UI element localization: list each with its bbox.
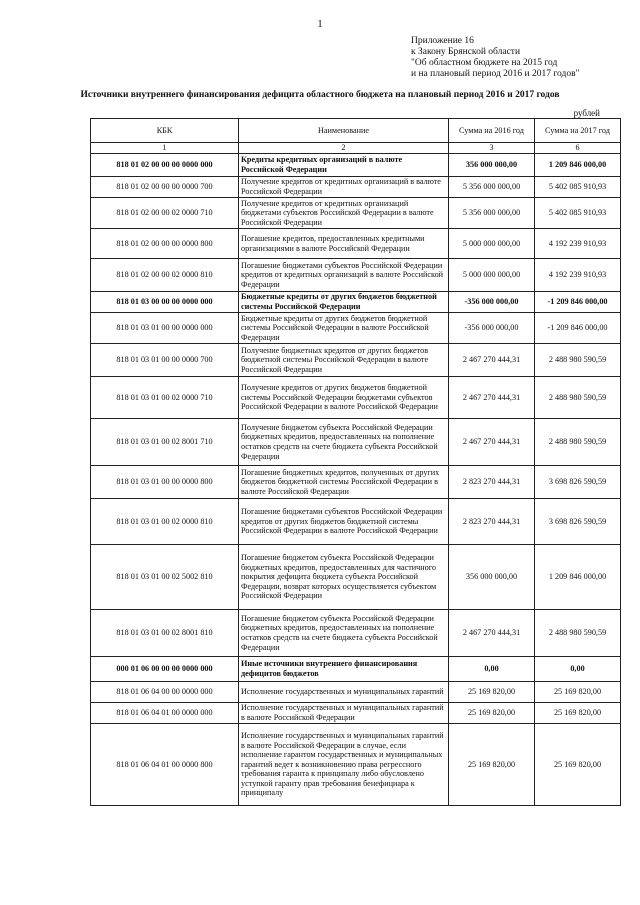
cell-sum-2017: 4 192 239 910,93 [535,229,621,259]
cell-sum-2017: 0,00 [535,657,621,682]
cell-kbk: 818 01 03 01 00 00 0000 700 [91,344,239,377]
cell-sum-2016: 5 000 000 000,00 [449,229,535,259]
col-number: 1 [91,143,239,154]
appendix-line: к Закону Брянской области [411,47,521,57]
cell-sum-2017: 25 169 820,00 [535,703,621,724]
appendix-line: и на плановый период 2016 и 2017 годов" [411,69,580,79]
cell-sum-2017: 3 698 826 590,59 [535,466,621,499]
cell-name: Исполнение государственных и муниципальных гарантий в валюте Российской Федерации [239,703,449,724]
cell-sum-2017: 25 169 820,00 [535,724,621,806]
cell-sum-2017: 2 488 980 590,59 [535,344,621,377]
cell-name: Исполнение государственных и муниципальных гарантий в валюте Российской Федерации в случае, если исполнение гарантом государственных и муниципальных гарантий ведет к возникновению права регрессного требования гаранта к принципалу либо обусловлено уступкой гаранту прав требования бенефициара к принципалу [239,724,449,806]
cell-sum-2016: 356 000 000,00 [449,154,535,177]
cell-sum-2017: 1 209 846 000,00 [535,545,621,610]
cell-name: Погашение бюджетом субъекта Российской Федерации бюджетных кредитов, предоставленных для частичного покрытия дефицита бюджета субъекта Российской Федерации, возврат которых осуществляется субъектом Российской Федерации [239,545,449,610]
cell-sum-2017: 2 488 980 590,59 [535,419,621,466]
cell-name: Исполнение государственных и муниципальных гарантий [239,682,449,703]
table-row [91,344,621,377]
table-row [91,313,621,344]
table-row [91,177,621,198]
units-label: рублей [573,108,600,118]
cell-sum-2017: 2 488 980 590,59 [535,610,621,657]
cell-kbk: 818 01 06 04 01 00 0000 000 [91,703,239,724]
cell-sum-2016: 5 356 000 000,00 [449,177,535,198]
table-row [91,466,621,499]
cell-sum-2016: 5 000 000 000,00 [449,259,535,292]
cell-sum-2016: 25 169 820,00 [449,682,535,703]
cell-kbk: 818 01 03 01 00 02 0000 810 [91,499,239,545]
table-row [91,292,621,313]
cell-kbk: 818 01 06 04 00 00 0000 000 [91,682,239,703]
cell-sum-2017: 5 402 085 910,93 [535,198,621,229]
cell-name: Погашение бюджетами субъектов Российской Федерации кредитов от других бюджетов бюджетной системы Российской Федерации в валюте Российской Федерации [239,499,449,545]
table-row [91,499,621,545]
financing-table [90,118,621,806]
table-row [91,377,621,419]
header-kbk: КБК [91,119,239,143]
cell-sum-2017: -1 209 846 000,00 [535,292,621,313]
col-number: 3 [449,143,535,154]
table-row [91,154,621,177]
table-row [91,657,621,682]
cell-sum-2016: 25 169 820,00 [449,703,535,724]
table-row [91,545,621,610]
cell-sum-2016: 356 000 000,00 [449,545,535,610]
cell-name: Погашение бюджетом субъекта Российской Федерации бюджетных кредитов, предоставленных на пополнение остатков средств на счете бюджета субъекта Российской Федерации [239,610,449,657]
col-number: 2 [239,143,449,154]
cell-sum-2017: -1 209 846 000,00 [535,313,621,344]
cell-kbk: 000 01 06 00 00 00 0000 000 [91,657,239,682]
table-body [91,154,621,806]
appendix-line: Приложение 16 [411,36,474,46]
cell-kbk: 818 01 03 01 00 02 0000 710 [91,377,239,419]
cell-sum-2016: 2 467 270 444,31 [449,610,535,657]
cell-name: Получение бюджетных кредитов от других бюджетов бюджетной системы Российской Федерации в валюте Российской Федерации [239,344,449,377]
table-row [91,610,621,657]
cell-kbk: 818 01 02 00 00 02 0000 810 [91,259,239,292]
cell-sum-2016: 2 823 270 444,31 [449,466,535,499]
header-name: Наименование [239,119,449,143]
cell-sum-2017: 3 698 826 590,59 [535,499,621,545]
document-title: Источники внутреннего финансирования дефицита областного бюджета на плановый период 2016 и 2017 годов [80,90,560,100]
cell-sum-2016: -356 000 000,00 [449,313,535,344]
cell-sum-2016: 0,00 [449,657,535,682]
table-row [91,703,621,724]
table-row [91,419,621,466]
cell-name: Иные источники внутреннего финансирования дефицитов бюджетов [239,657,449,682]
table-row [91,198,621,229]
cell-sum-2017: 1 209 846 000,00 [535,154,621,177]
cell-kbk: 818 01 03 01 00 00 0000 800 [91,466,239,499]
cell-sum-2017: 25 169 820,00 [535,682,621,703]
cell-name: Получение кредитов от кредитных организаций в валюте Российской Федерации [239,177,449,198]
cell-name: Бюджетные кредиты от других бюджетов бюджетной системы Российской Федерации в валюте Российской Федерации [239,313,449,344]
cell-kbk: 818 01 03 01 00 02 8001 710 [91,419,239,466]
table-row [91,724,621,806]
cell-name: Получение бюджетом субъекта Российской Федерации бюджетных кредитов, предоставленных на пополнение остатков средств на счете бюджета субъекта Российской Федерации [239,419,449,466]
cell-kbk: 818 01 03 01 00 02 8001 810 [91,610,239,657]
cell-sum-2016: -356 000 000,00 [449,292,535,313]
table-row [91,682,621,703]
cell-name: Погашение бюджетами субъектов Российской Федерации кредитов от кредитных организаций в валюте Российской Федерации [239,259,449,292]
cell-sum-2017: 5 402 085 910,93 [535,177,621,198]
appendix-line: "Об областном бюджете на 2015 год [411,58,558,68]
cell-kbk: 818 01 02 00 00 00 0000 800 [91,229,239,259]
cell-name: Погашение бюджетных кредитов, полученных от других бюджетов бюджетной системы Российской Федерации в валюте Российской Федерации [239,466,449,499]
cell-sum-2017: 2 488 980 590,59 [535,377,621,419]
cell-sum-2016: 25 169 820,00 [449,724,535,806]
appendix-note [411,36,579,80]
cell-name: Получение кредитов от других бюджетов бюджетной системы Российской Федерации бюджетами субъектов Российской Федерации в валюте Российской Федерации [239,377,449,419]
col-number: 6 [535,143,621,154]
cell-kbk: 818 01 06 04 01 00 0000 800 [91,724,239,806]
header-sum-2017: Сумма на 2017 год [535,119,621,143]
cell-kbk: 818 01 03 01 00 00 0000 000 [91,313,239,344]
table-row [91,229,621,259]
cell-kbk: 818 01 02 00 00 02 0000 710 [91,198,239,229]
cell-name: Получение кредитов от кредитных организаций бюджетами субъектов Российской Федерации в валюте Российской Федерации [239,198,449,229]
cell-sum-2016: 2 467 270 444,31 [449,344,535,377]
page-number: 1 [317,18,323,30]
cell-name: Кредиты кредитных организаций в валюте Российской Федерации [239,154,449,177]
cell-sum-2016: 5 356 000 000,00 [449,198,535,229]
cell-sum-2017: 4 192 239 910,93 [535,259,621,292]
cell-name: Погашение кредитов, предоставленных кредитными организациями в валюте Российской Федерации [239,229,449,259]
cell-sum-2016: 2 467 270 444,31 [449,377,535,419]
cell-kbk: 818 01 02 00 00 00 0000 000 [91,154,239,177]
cell-kbk: 818 01 02 00 00 00 0000 700 [91,177,239,198]
header-sum-2016: Сумма на 2016 год [449,119,535,143]
cell-kbk: 818 01 03 00 00 00 0000 000 [91,292,239,313]
cell-sum-2016: 2 823 270 444,31 [449,499,535,545]
cell-sum-2016: 2 467 270 444,31 [449,419,535,466]
cell-kbk: 818 01 03 01 00 02 5002 810 [91,545,239,610]
table-row [91,259,621,292]
cell-name: Бюджетные кредиты от других бюджетов бюджетной системы Российской Федерации [239,292,449,313]
